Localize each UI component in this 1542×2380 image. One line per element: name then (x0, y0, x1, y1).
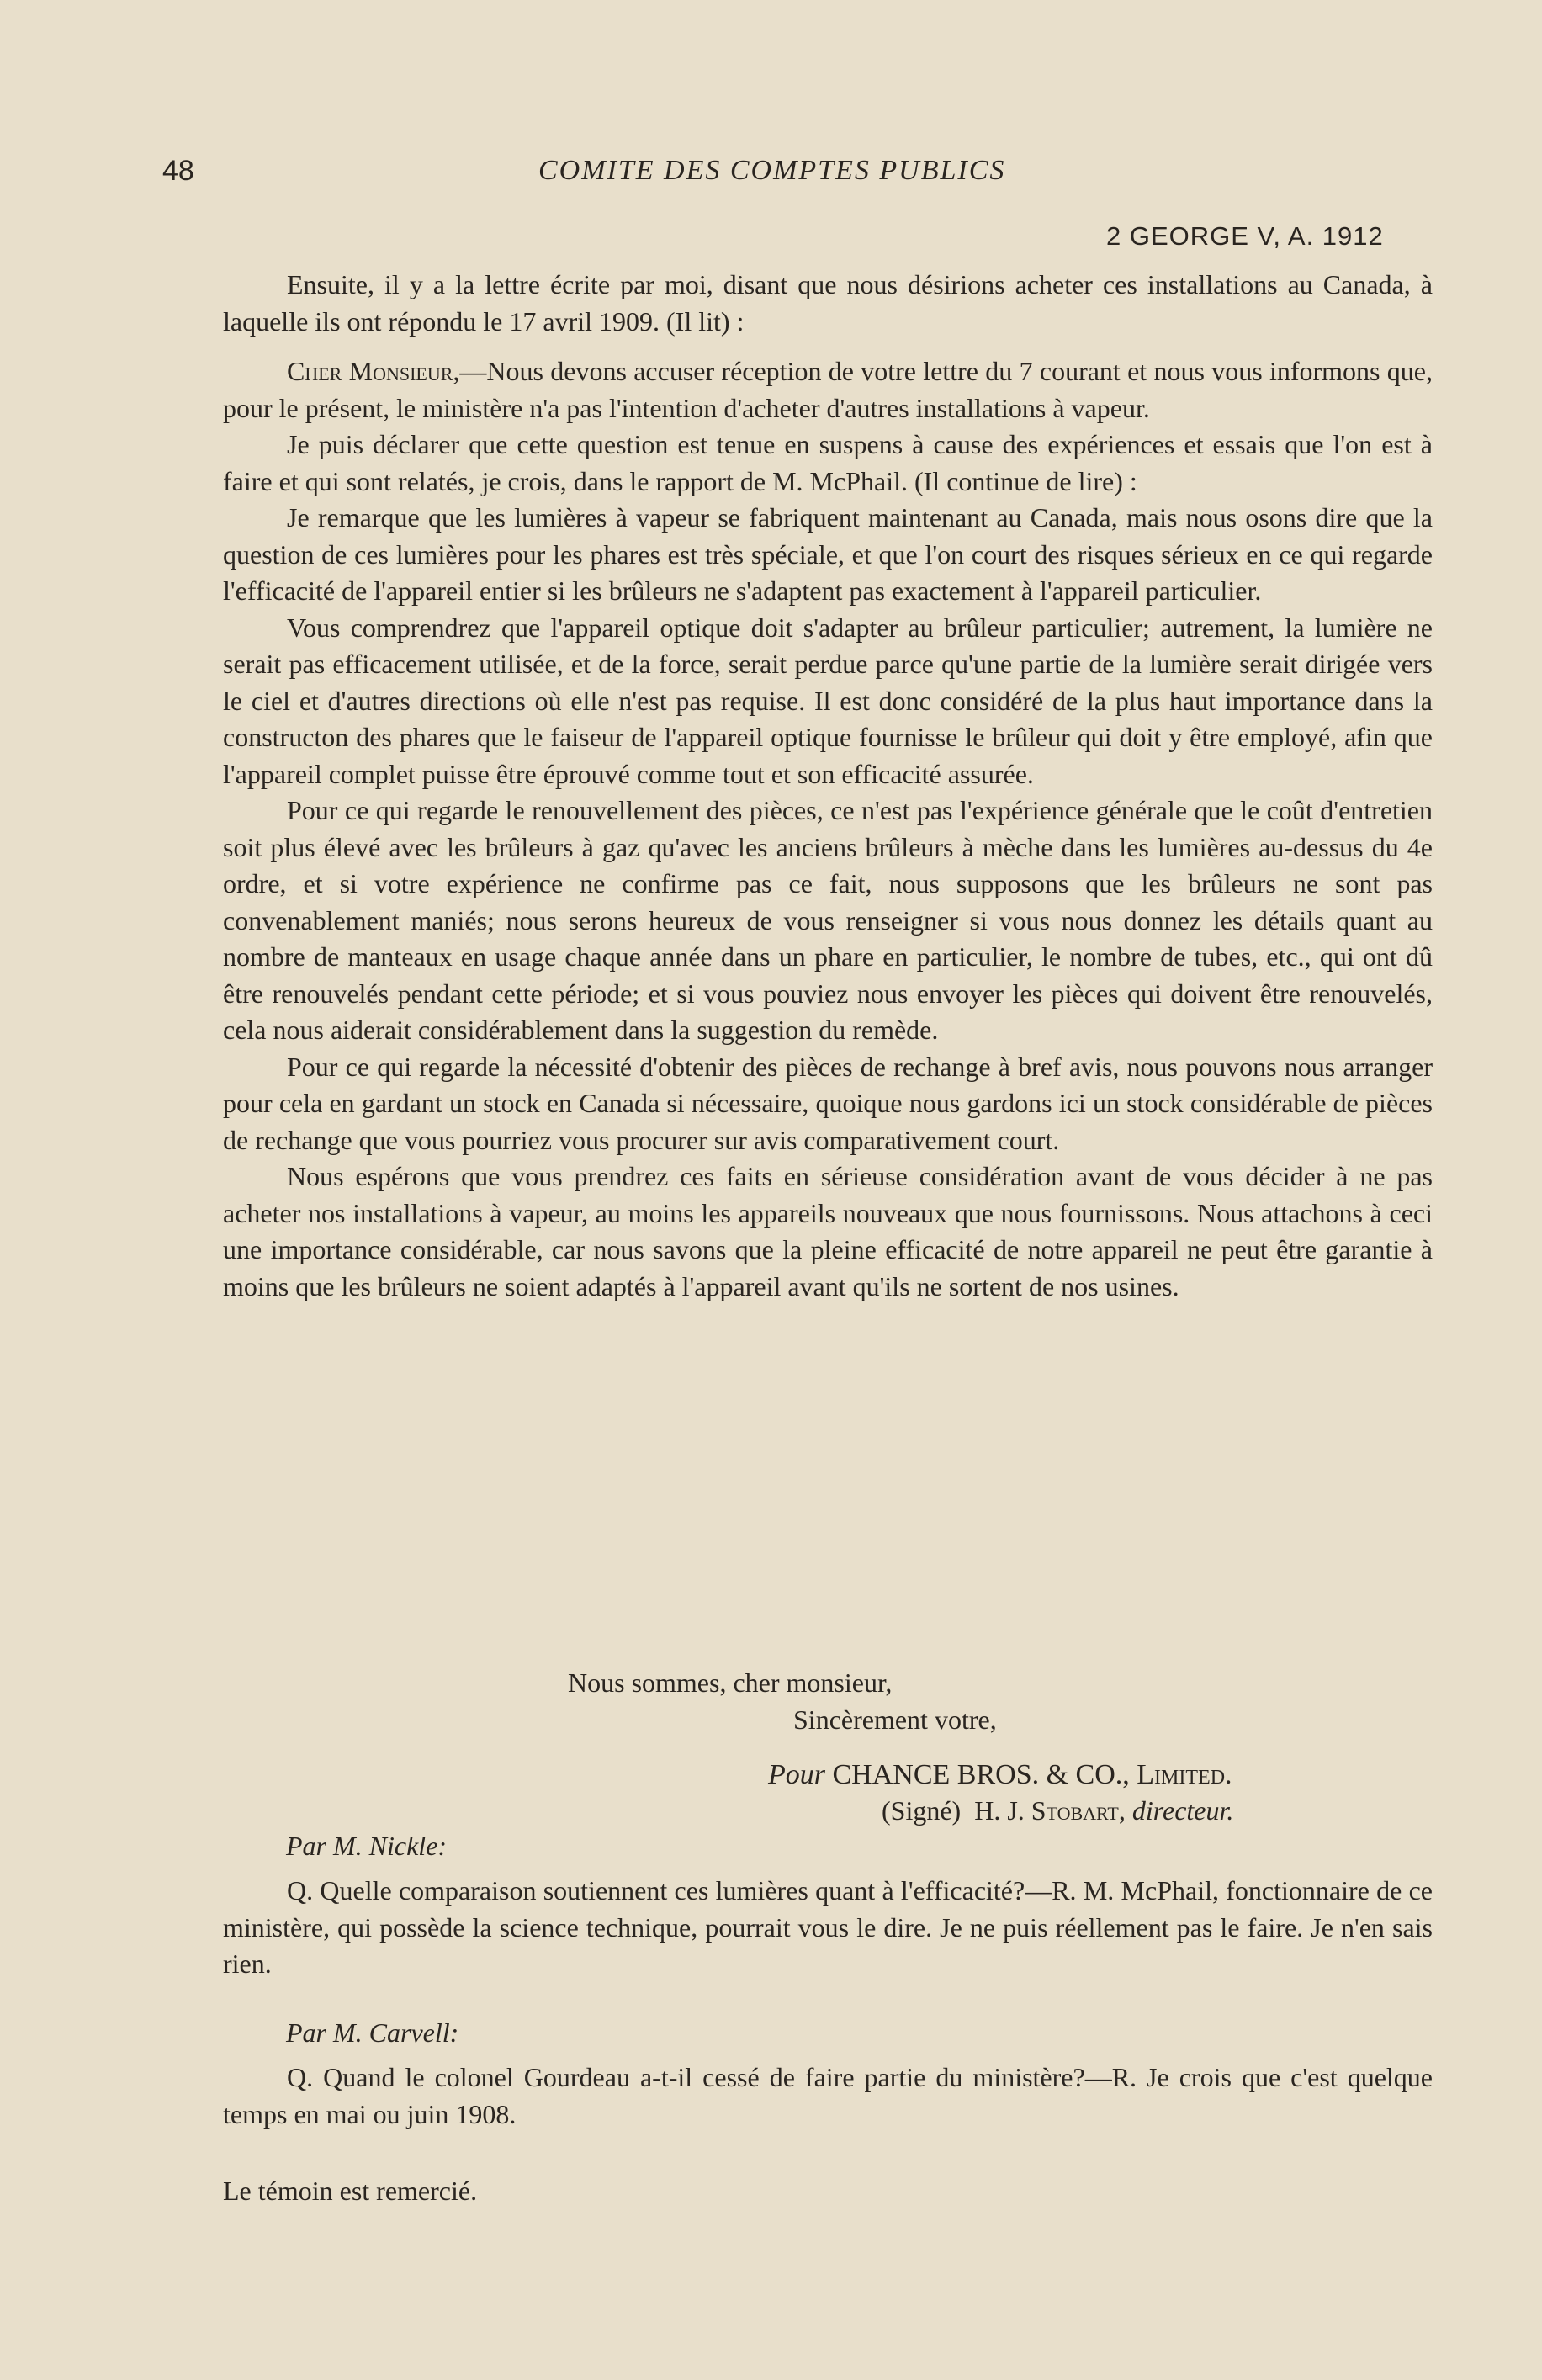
signature-company (768, 1759, 1232, 1791)
pour-label: Pour (768, 1759, 825, 1790)
closing-line-2: Sincèrement votre, (793, 1704, 997, 1735)
letter-paragraph-6: Pour ce qui regarde la nécessité d'obtenir des pièces de rechange à bref avis, nous pouvons nous arranger pour cela en gardant un stock en Canada si nécessaire, quoique nous gardons ici un stock considérable de pièces de rechange que vous pourriez vous procurer sur avis comparativement court. (223, 1051, 1433, 1155)
letter-paragraph-4: Vous comprendrez que l'appareil optique doit s'adapter au brûleur particulier; autrement, la lumière ne serait pas efficacement utilisée, et de la force, serait perdue parce qu'une partie de la lumière serait dirigée vers le ciel et d'autres directions où elle n'est pas requise. Il est donc considéré de la plus haut importance dans la constructon des phares que le faiseur de l'appareil optique fournisse le brûleur qui doit y être employé, afin que l'appareil complet puisse être éprouvé comme tout et son efficacité assurée. (223, 612, 1433, 789)
letter-paragraph-5: Pour ce qui regarde le renouvellement des pièces, ce n'est pas l'expérience générale que le coût d'entretien soit plus élevé avec les brûleurs à gaz qu'avec les anciens brûleurs à mèche dans les lumières au-dessus du 4e ordre, et si votre expérience ne confirme pas ce fait, nous supposons que les brûleurs ne sont pas convenablement maniés; nous serons heureux de vous renseigner si vous nous donnez les détails quant au nombre de manteaux en usage chaque année dans un phare en particulier, le nombre de tubes, etc., qui ont dû être renouvelés pendant cette période; et si vous pouviez nous envoyer les pièces qui doivent être renouvelés, cela nous aiderait considérablement dans la suggestion du remède. (223, 795, 1433, 1045)
body-text (223, 267, 1433, 1305)
running-title: COMITE DES COMPTES PUBLICS (538, 155, 1006, 186)
closing-line-1: Nous sommes, cher monsieur, (568, 1667, 893, 1698)
exchange-2 (223, 2059, 1433, 2133)
company-name: CHANCE BROS. & CO., (832, 1759, 1130, 1790)
letter-paragraph-1-text: —Nous devons accuser réception de votre lettre du 7 courant et nous vous informons que, pour le présent, le ministère n'a pas l'intention d'acheter d'autres installations à vapeur. (223, 356, 1433, 423)
page-number: 48 (162, 155, 194, 187)
letter-paragraph-7: Nous espérons que vous prendrez ces faits en sérieuse considération avant de vous décider à ne pas acheter nos installations à vapeur, au moins les appareils nouveaux que nous fournissons. Nous attachons à ceci une importance considérable, car nous savons que la pleine efficacité de notre appareil ne peut être garantie à moins que les brûleurs ne soient adaptés à l'appareil avant qu'ils ne sortent de nos usines. (223, 1161, 1433, 1301)
speaker-carvell: Par M. Carvell: (286, 2017, 459, 2048)
letter-paragraph-2: Je puis déclarer que cette question est tenue en suspens à cause des expériences et essais que l'on est à faire et qui sont relatés, je crois, dans le rapport de M. McPhail. (Il continue de lire) : (223, 429, 1433, 496)
question-answer-1: Q. Quelle comparaison soutiennent ces lumières quant à l'efficacité?—R. M. McPhail, fonctionnaire de ce ministère, qui possède la science technique, pourrait vous le dire. Je ne puis réellement pas le faire. Je n'en sais rien. (223, 1875, 1433, 1979)
signer-initials: H. J. (974, 1795, 1025, 1826)
question-answer-2: Q. Quand le colonel Gourdeau a-t-il cessé de faire partie du ministère?—R. Je crois que c'est quelque temps en mai ou juin 1908. (223, 2062, 1433, 2129)
letter-paragraph-3: Je remarque que les lumières à vapeur se fabriquent maintenant au Canada, mais nous osons dire que la question de ces lumières pour les phares est très spéciale, et que l'on court des risques sérieux en ce qui regarde l'efficacité de l'appareil entier si les brûleurs ne s'adaptent pas exactement à l'appareil particulier. (223, 502, 1433, 606)
signed-label: (Signé) (882, 1795, 962, 1826)
salutation: Cher Monsieur, (287, 356, 460, 386)
exchange-1 (223, 1873, 1433, 1983)
speaker-nickle: Par M. Nickle: (286, 1831, 448, 1861)
intro-paragraph: Ensuite, il y a la lettre écrite par moi, disant que nous désirions acheter ces installations au Canada, à laquelle ils ont répondu le 17 avril 1909. (Il lit) : (223, 269, 1433, 337)
letter-paragraph-1 (223, 353, 1433, 427)
signature-signer (882, 1795, 1233, 1826)
witness-thanked: Le témoin est remercié. (223, 2176, 478, 2206)
limited-label: Limited. (1137, 1759, 1232, 1790)
signer-title: directeur. (1131, 1795, 1234, 1826)
signer-name: Stobart, (1031, 1795, 1126, 1826)
session-label: 2 GEORGE V, A. 1912 (1106, 221, 1384, 251)
